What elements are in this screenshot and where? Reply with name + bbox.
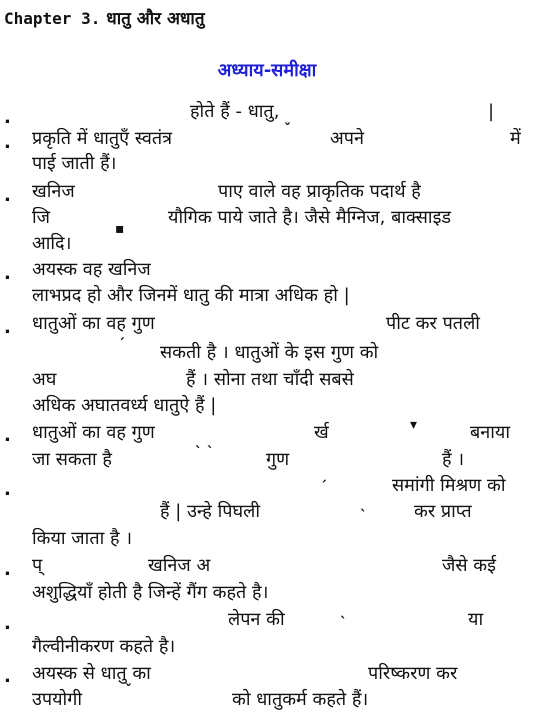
bullet: . [4, 666, 11, 687]
text-line: अपने [330, 128, 364, 149]
chapter-title: धातु और अधातु [106, 9, 205, 29]
chapter-label: Chapter 3. [4, 9, 101, 28]
text-line: पाई जाती हैं। [32, 153, 117, 174]
stray-mark: ˎ [340, 603, 347, 619]
text-line: धातुओं का वह गुण [32, 313, 155, 334]
bullet: . [4, 559, 11, 580]
text-line: होते हैं - धातु, [190, 101, 280, 122]
text-line: अघ [32, 369, 57, 390]
text-line: प् [32, 555, 43, 576]
text-line: जैसे कई [442, 555, 496, 576]
text-line: खनिज अ [148, 555, 211, 576]
bullet: . [4, 317, 11, 338]
text-line: लेपन की [228, 609, 285, 630]
stray-mark: ▾ [410, 417, 418, 433]
chapter-heading [4, 6, 205, 29]
text-line: या [468, 609, 484, 630]
stray-mark: ˊ [118, 337, 125, 353]
text-line: अधिक अघातवर्ध्य धातुऐ हैं | [32, 395, 217, 416]
text-line: लाभप्रद हो और जिनमें धातु की मात्रा अधिक हो | [32, 285, 350, 306]
text-line: अयस्क वह खनिज [32, 259, 151, 280]
text-line: पीट कर पतली [386, 313, 480, 334]
bullet: . [4, 613, 11, 634]
text-line: किया जाता है । [32, 528, 133, 549]
text-line: हैं | उन्हे पिघली [160, 501, 260, 522]
text-line: | [488, 101, 495, 122]
text-line: खनिज [32, 181, 75, 202]
stray-mark: ▪ [115, 221, 125, 237]
text-line: परिष्करण कर [368, 663, 458, 684]
text-line: गुण [266, 449, 290, 470]
text-line: हैं । [442, 449, 465, 470]
stray-mark: ˇ [125, 683, 132, 699]
bullet: . [4, 107, 11, 128]
text-line: आदि। [32, 233, 72, 254]
text-line: पाए वाले वह प्राकृतिक पदार्थ है [218, 181, 421, 202]
text-line: हैं । सोना तथा चाँदी सबसे [186, 369, 354, 390]
stray-mark: ˇ [284, 122, 291, 138]
text-line: जि [32, 207, 51, 228]
section-title: अध्याय-समीक्षा [217, 60, 317, 81]
bullet: . [4, 425, 11, 446]
text-line: यौगिक पाये जाते है। जैसे मैग्निज, बाक्साइड [168, 207, 452, 228]
stray-mark: ˋ ˋ [195, 445, 214, 461]
text-line: धातुओं का वह गुण [32, 422, 155, 443]
stray-mark: ˎ [360, 496, 367, 512]
bullet: . [4, 185, 11, 206]
text-line: अशुद्धियाँ होती है जिन्हें गैंग कहते है। [32, 582, 269, 603]
text-line: को धातुकर्म कहते हैं। [232, 689, 369, 710]
text-line: जा सकता है [32, 449, 112, 470]
text-line: उपयोगी [32, 689, 82, 710]
text-line: बनाया [470, 422, 511, 443]
bullet: . [4, 479, 11, 500]
text-line: अयस्क से धातु का [32, 663, 151, 684]
text-line: सकती है । धातुओं के इस गुण को [160, 342, 379, 363]
text-line: में [510, 128, 521, 149]
text-line: र्ख [314, 422, 329, 443]
text-line: कर प्राप्त [414, 501, 472, 522]
text-line: समांगी मिश्रण को [392, 475, 506, 496]
bullet: . [4, 132, 11, 153]
text-line: गैल्वीनीकरण कहते है। [32, 636, 176, 657]
bullet: . [4, 263, 11, 284]
stray-mark: ˏ [320, 467, 327, 483]
text-line: प्रकृति में धातुएँ स्वतंत्र [32, 128, 173, 149]
